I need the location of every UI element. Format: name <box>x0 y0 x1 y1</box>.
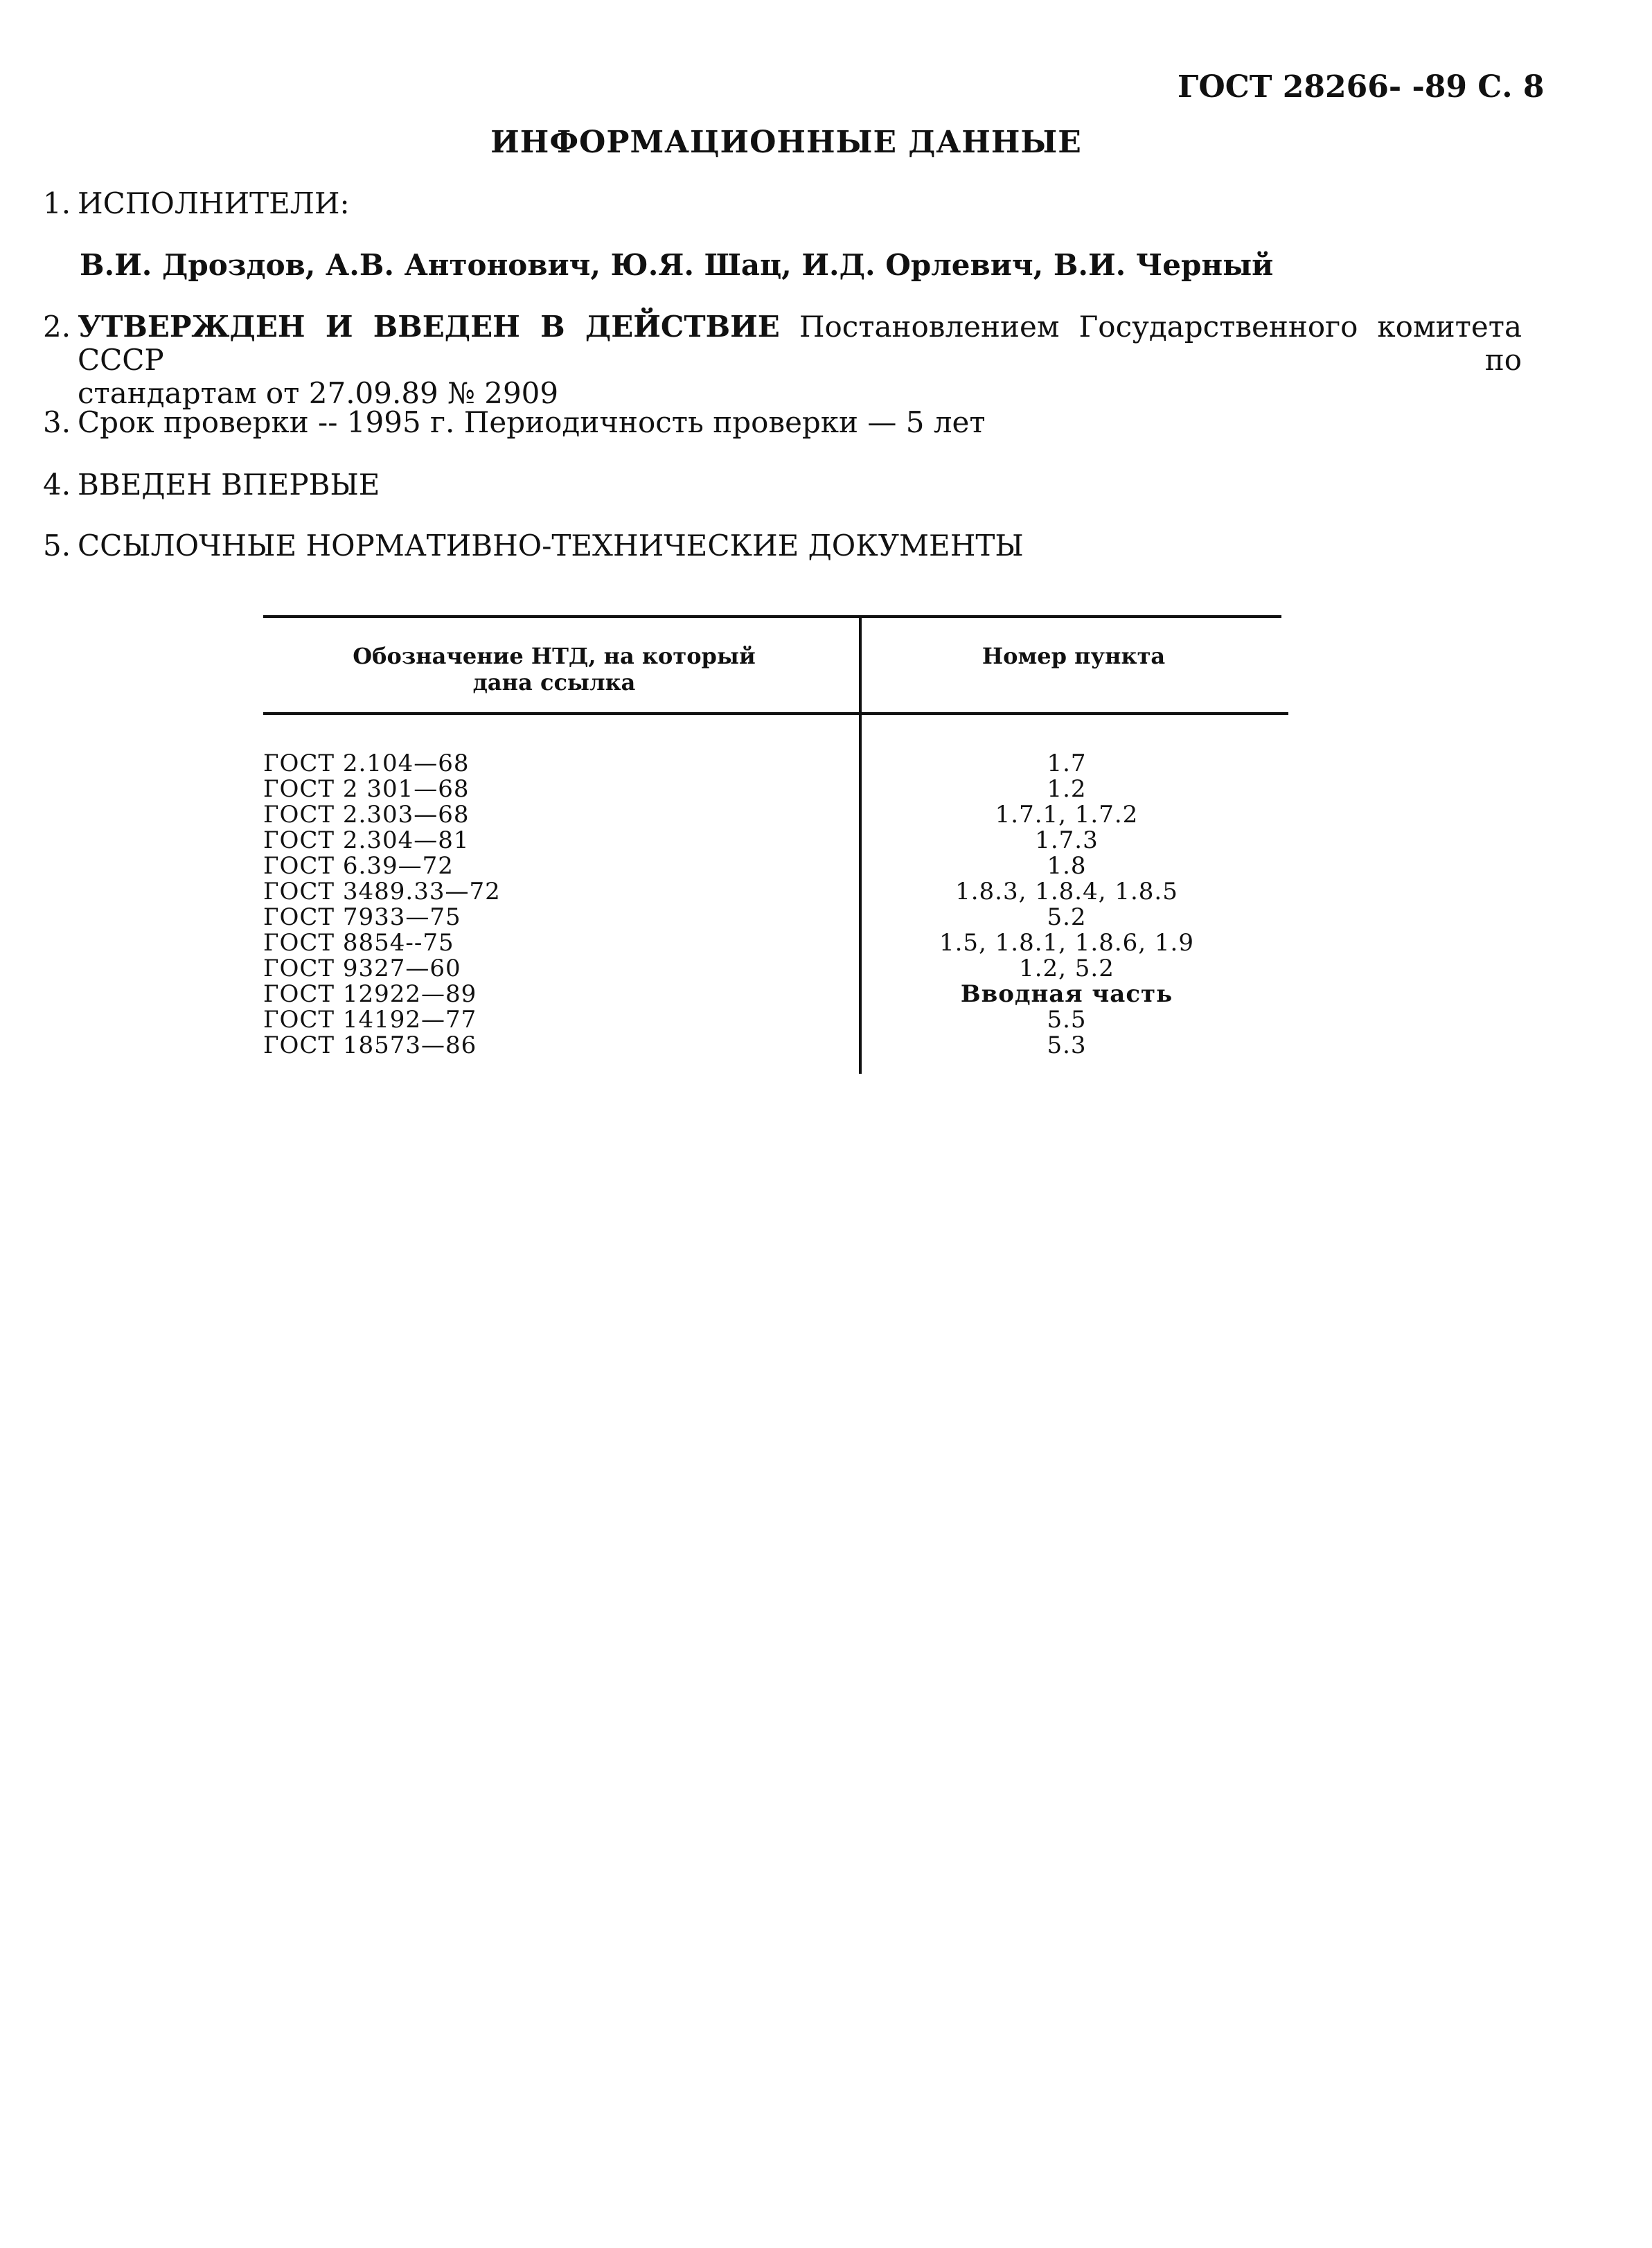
table-row <box>263 828 1288 853</box>
column-header-document-line-1: Обозначение НТД, на который <box>353 643 756 669</box>
document-cell: ГОСТ 12922—89 <box>263 980 477 1008</box>
table-top-rule <box>263 615 1281 618</box>
document-cell: ГОСТ 2 301—68 <box>263 775 470 803</box>
table-header-rule <box>263 712 1288 715</box>
document-cell: ГОСТ 9327—60 <box>263 955 461 982</box>
section-heading: ИСПОЛНИТЕЛИ: <box>78 186 350 220</box>
table-row <box>263 1007 1288 1033</box>
section-review <box>43 406 986 439</box>
section-number: 4. <box>43 468 71 502</box>
performers-list: В.И. Дроздов, А.В. Антонович, Ю.Я. Шац, И.Д. Орлевич, В.И. Черный <box>80 248 1274 282</box>
clause-cell: Вводная часть <box>960 980 1173 1008</box>
section-number: 3. <box>43 405 71 439</box>
clause-cell: 1.7 <box>1047 750 1087 777</box>
section-reference-docs <box>43 529 1024 563</box>
table-row <box>263 930 1288 956</box>
reference-docs-heading: ССЫЛОЧНЫЕ НОРМАТИВНО-ТЕХНИЧЕСКИЕ ДОКУМЕНТЫ <box>78 529 1024 563</box>
section-number: 2. <box>43 310 71 344</box>
section-approval <box>43 310 1525 410</box>
table-body <box>263 751 1288 1059</box>
approval-line-1 <box>78 310 1522 377</box>
table-row <box>263 956 1288 982</box>
clause-cell: 1.2 <box>1047 775 1087 803</box>
section-first-introduced <box>43 468 380 502</box>
document-cell: ГОСТ 7933—75 <box>263 903 461 931</box>
document-cell: ГОСТ 2.104—68 <box>263 750 470 777</box>
clause-cell: 5.5 <box>1047 1006 1087 1034</box>
table-row <box>263 982 1288 1007</box>
clause-cell: 1.5, 1.8.1, 1.8.6, 1.9 <box>939 929 1194 957</box>
clause-cell: 1.8 <box>1047 852 1087 880</box>
table-row <box>263 751 1288 777</box>
section-number: 5. <box>43 529 71 563</box>
clause-cell: 5.3 <box>1047 1032 1087 1059</box>
table-row <box>263 879 1288 905</box>
column-header-document <box>305 643 803 696</box>
page-header: ГОСТ 28266- -89 С. 8 <box>1178 69 1545 105</box>
table-row <box>263 853 1288 879</box>
review-text: Срок проверки -- 1995 г. Периодичность проверки — 5 лет <box>78 405 986 439</box>
table-row <box>263 905 1288 930</box>
table-row <box>263 777 1288 802</box>
approval-heading: УТВЕРЖДЕН И ВВЕДЕН В ДЕЙСТВИЕ <box>78 310 780 344</box>
document-cell: ГОСТ 3489.33—72 <box>263 878 501 905</box>
document-cell: ГОСТ 6.39—72 <box>263 852 454 880</box>
approval-line-2: стандартам от 27.09.89 № 2909 <box>78 376 559 410</box>
column-header-document-line-2: дана ссылка <box>472 669 636 696</box>
clause-cell: 1.2, 5.2 <box>1019 955 1114 982</box>
document-cell: ГОСТ 2.304—81 <box>263 826 470 854</box>
document-title: ИНФОРМАЦИОННЫЕ ДАННЫЕ <box>490 125 1082 160</box>
section-performers <box>43 187 350 220</box>
clause-cell: 1.7.1, 1.7.2 <box>995 801 1139 829</box>
document-cell: ГОСТ 14192—77 <box>263 1006 477 1034</box>
document-cell: ГОСТ 2.303—68 <box>263 801 470 829</box>
clause-cell: 1.8.3, 1.8.4, 1.8.5 <box>955 878 1178 905</box>
table-row <box>263 802 1288 828</box>
document-cell: ГОСТ 18573—86 <box>263 1032 477 1059</box>
approval-text <box>78 310 1522 410</box>
clause-cell: 1.7.3 <box>1035 826 1099 854</box>
section-number: 1. <box>43 186 71 220</box>
first-introduced-text: ВВЕДЕН ВПЕРВЫЕ <box>78 468 380 502</box>
clause-cell: 5.2 <box>1047 903 1087 931</box>
document-cell: ГОСТ 8854--75 <box>263 929 454 957</box>
column-header-clause: Номер пункта <box>982 643 1166 669</box>
approval-decree: Постановлением Государственного комитета СССР по <box>78 310 1522 377</box>
table-row <box>263 1033 1288 1059</box>
